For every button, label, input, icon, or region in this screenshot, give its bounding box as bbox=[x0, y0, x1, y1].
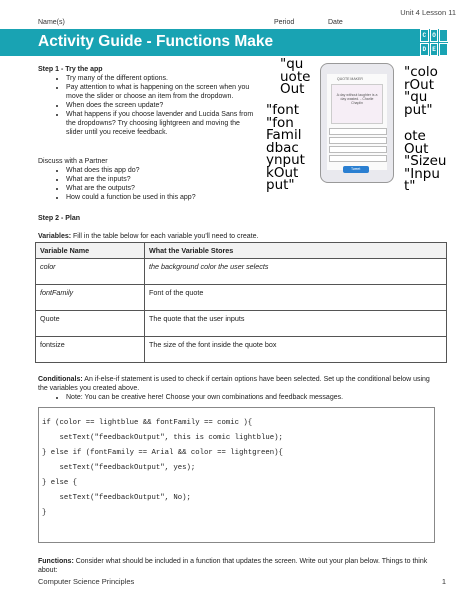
table-row bbox=[36, 311, 447, 337]
discuss-section bbox=[38, 157, 258, 202]
list-item: • Pay attention to what is happening on the screen when you move the slider or choose an item from the dropdown. bbox=[66, 83, 258, 101]
footer-course: Computer Science Principles bbox=[38, 577, 135, 586]
conditionals-instruction bbox=[38, 375, 438, 393]
table-cell[interactable]: The size of the font inside the quote box bbox=[145, 337, 447, 363]
unit-label: Unit 4 Lesson 11 bbox=[400, 8, 456, 17]
page-title: Activity Guide - Functions Make bbox=[38, 33, 274, 50]
overlay-text-d: ote Out "Sizeu "Inpu t" bbox=[404, 128, 447, 194]
name-label: Name(s) bbox=[38, 19, 65, 26]
functions-text: Consider what should be included in a function that updates the screen. Write out your plan below. Things to think about: bbox=[38, 558, 428, 574]
step2-title: Step 2 - Plan bbox=[38, 215, 81, 222]
table-header-row bbox=[36, 243, 447, 259]
table-cell[interactable]: the background color the user selects bbox=[145, 259, 447, 285]
table-row bbox=[36, 259, 447, 285]
discuss-title: Discuss with a Partner bbox=[38, 158, 108, 165]
input-bar bbox=[329, 137, 387, 144]
overlay-text-a: "qu uote Out bbox=[280, 56, 311, 97]
quote-card bbox=[331, 84, 383, 124]
functions-label: Functions: bbox=[38, 558, 74, 565]
conditionals-label: Conditionals: bbox=[38, 376, 83, 383]
table-cell[interactable]: Quote bbox=[36, 311, 145, 337]
table-cell[interactable]: fontFamily bbox=[36, 285, 145, 311]
table-cell[interactable]: color bbox=[36, 259, 145, 285]
list-item: • When does the screen update? bbox=[66, 101, 258, 110]
tweet-button bbox=[343, 166, 369, 173]
input-bar bbox=[329, 128, 387, 135]
period-label: Period bbox=[274, 19, 295, 26]
logo-letter: E bbox=[430, 43, 439, 56]
functions-instruction bbox=[38, 557, 438, 575]
list-item: • Note: You can be creative here! Choose your own combinations and feedback messages. bbox=[66, 393, 466, 402]
table-cell[interactable]: Font of the quote bbox=[145, 285, 447, 311]
table-row bbox=[36, 285, 447, 311]
step1-section bbox=[38, 65, 258, 137]
list-item: • How could a function be used in this app? bbox=[66, 193, 258, 202]
page-number: 1 bbox=[441, 577, 446, 586]
overlay-text-b: "colo rOut "qu put" bbox=[404, 64, 438, 118]
logo-letter: C bbox=[420, 29, 429, 42]
vars-instruction bbox=[38, 232, 438, 241]
variables-table bbox=[35, 242, 447, 363]
app-card-title: QUOTE MAKER bbox=[337, 77, 363, 81]
vars-text: Fill in the table below for each variable you'll need to create. bbox=[73, 233, 259, 240]
logo-letter: D bbox=[420, 43, 429, 56]
logo-blank bbox=[439, 43, 448, 56]
tweet-label: Tweet bbox=[351, 167, 361, 171]
app-preview-image bbox=[320, 63, 394, 183]
conditionals-note-list bbox=[38, 393, 466, 402]
logo-blank bbox=[439, 29, 448, 42]
table-row bbox=[36, 337, 447, 363]
code-logo bbox=[420, 29, 448, 56]
input-bar bbox=[329, 155, 387, 162]
list-item: • What are the inputs? bbox=[66, 175, 258, 184]
column-header: Variable Name bbox=[36, 243, 145, 259]
table-cell[interactable]: The quote that the user inputs bbox=[145, 311, 447, 337]
vars-label: Variables: bbox=[38, 233, 72, 240]
column-header: What the Variable Stores bbox=[145, 243, 447, 259]
input-bar bbox=[329, 146, 387, 153]
logo-letter: O bbox=[430, 29, 439, 42]
list-item: • What are the outputs? bbox=[66, 184, 258, 193]
list-item: • What does this app do? bbox=[66, 166, 258, 175]
quote-text: A day without laughter is a day wasted. - Charlie Chaplin bbox=[336, 93, 378, 105]
overlay-text-c: "font "fon Famil dbac ynput kOut put" bbox=[266, 102, 305, 193]
list-item: • Try many of the different options. bbox=[66, 74, 258, 83]
date-label: Date bbox=[328, 19, 343, 26]
code-answer-box[interactable]: if (color == lightblue && fontFamily == comic ){ setText("feedbackOutput", this is comic lightblue); } else if (fontFamily == Arial && color == lightgreen){ setText("feedbackOutput", yes); } else { setText("feedbackOutput", No); } bbox=[38, 407, 435, 543]
table-cell[interactable]: fontsize bbox=[36, 337, 145, 363]
conditionals-text: An if-else-if statement is used to check if certain options have been selected. Set up the conditional below using the variables you created above. bbox=[38, 376, 430, 392]
step1-title: Step 1 - Try the app bbox=[38, 66, 103, 73]
list-item: • What happens if you choose lavender and Lucida Sans from the dropdowns? Try choosing lightgreen and moving the slider until you receive feedback. bbox=[66, 110, 258, 137]
